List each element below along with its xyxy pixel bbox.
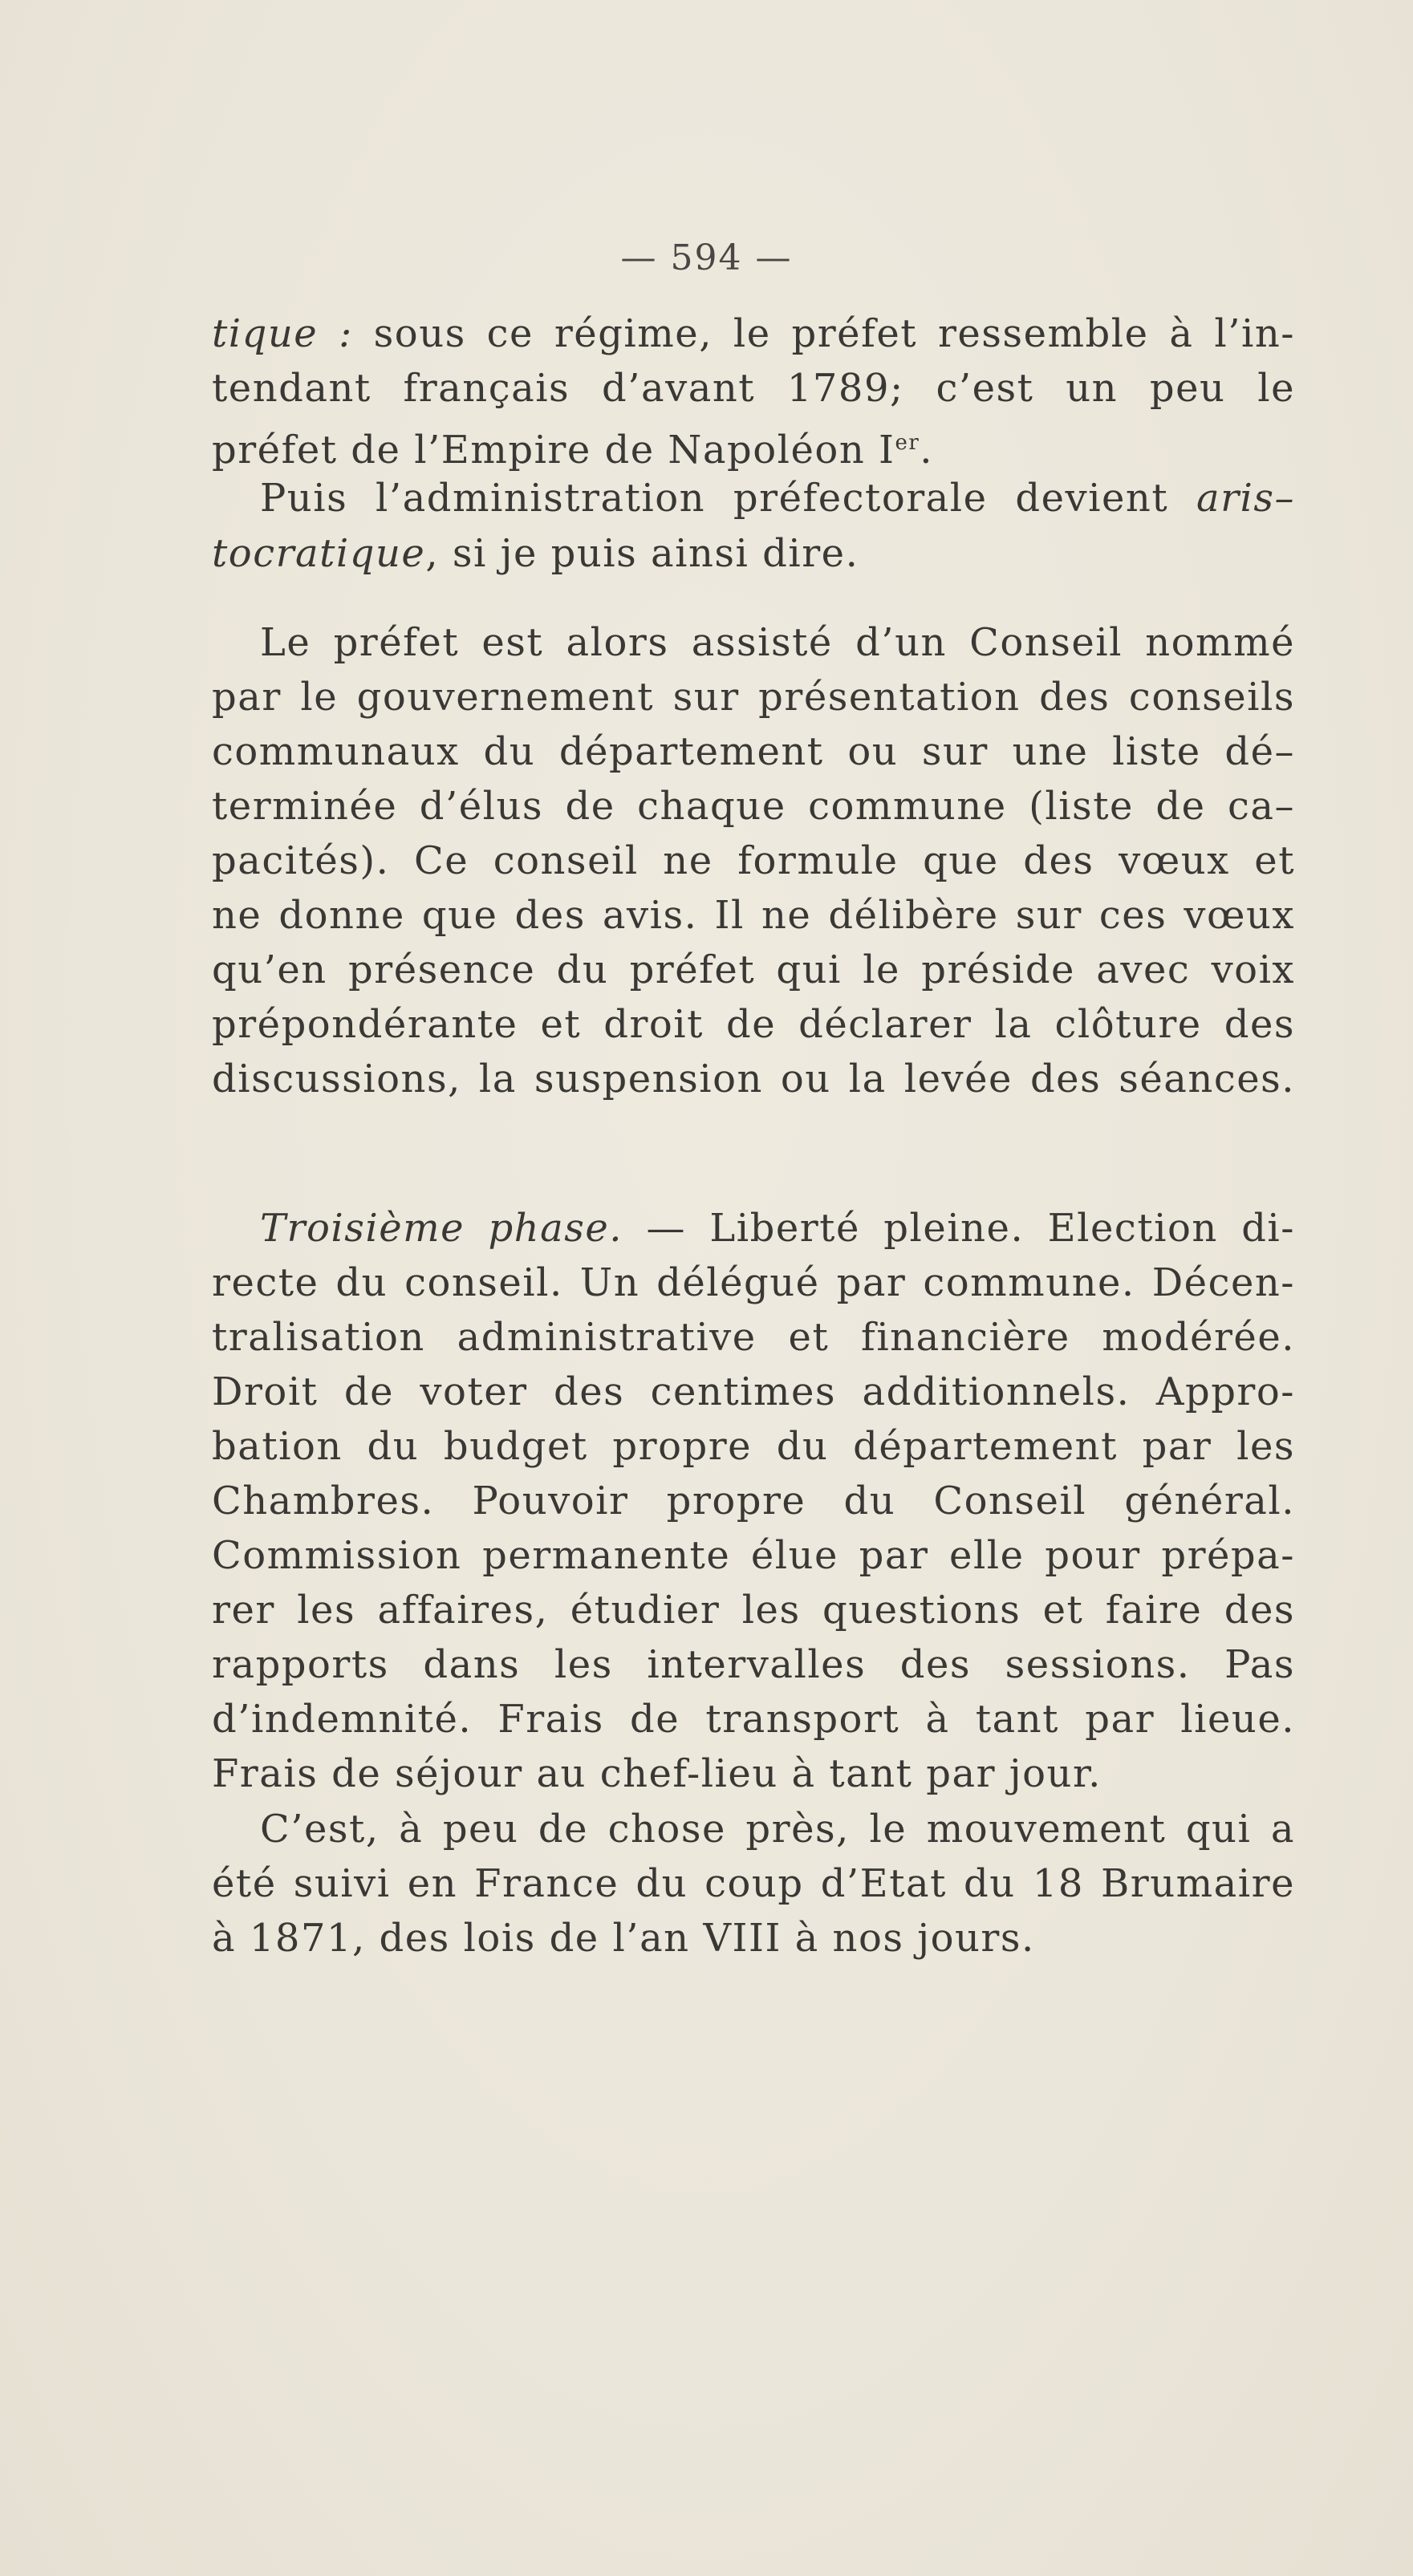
text-line: C’est, à peu de chose près, le mouvement qui a	[260, 1807, 1295, 1852]
text-line: tocratique, si je puis ainsi dire.	[212, 531, 859, 576]
text-line: à 1871, des lois de l’an VIII à nos jours.	[212, 1916, 1035, 1961]
text-line: terminée d’élus de chaque commune (liste de ca–	[212, 784, 1295, 829]
text-line: Droit de voter des centimes additionnels. Appro-	[212, 1369, 1295, 1414]
text-line: rer les affaires, étudier les questions et faire des	[212, 1588, 1295, 1633]
text-line: qu’en présence du préfet qui le préside avec voix	[212, 947, 1295, 992]
text-line: discussions, la suspension ou la levée des séances.	[212, 1057, 1295, 1101]
text-line: ne donne que des avis. Il ne délibère sur ces vœux	[212, 893, 1295, 938]
text-line: communaux du département ou sur une liste dé–	[212, 729, 1295, 774]
text-line: par le gouvernement sur présentation des conseils	[212, 675, 1295, 720]
text-line: rapports dans les intervalles des sessions. Pas	[212, 1642, 1295, 1687]
text-line: bation du budget propre du département par les	[212, 1424, 1295, 1469]
text-line: tique : sous ce régime, le préfet ressemble à l’in-	[212, 311, 1295, 356]
text-line: tendant français d’avant 1789; c’est un peu le	[212, 366, 1295, 411]
text-line: Commission permanente élue par elle pour prépa-	[212, 1533, 1295, 1578]
text-line: Chambres. Pouvoir propre du Conseil général.	[212, 1479, 1295, 1523]
text-line: été suivi en France du coup d’Etat du 18 Brumaire	[212, 1861, 1295, 1906]
text-line: Troisième phase. — Liberté pleine. Election di-	[260, 1206, 1295, 1251]
page-number: — 594 —	[620, 237, 793, 278]
text-line: Puis l’administration préfectorale devient aris–	[260, 476, 1295, 521]
text-line: recte du conseil. Un délégué par commune. Décen-	[212, 1260, 1295, 1305]
text-line: prépondérante et droit de déclarer la clôture des	[212, 1002, 1295, 1047]
text-line: tralisation administrative et financière modérée.	[212, 1315, 1295, 1360]
text-line: d’indemnité. Frais de transport à tant par lieue.	[212, 1697, 1295, 1742]
text-line: préfet de l’Empire de Napoléon Ier.	[212, 428, 934, 473]
text-line: pacités). Ce conseil ne formule que des vœux et	[212, 838, 1295, 883]
text-line: Le préfet est alors assisté d’un Conseil nommé	[260, 620, 1295, 665]
text-line: Frais de séjour au chef-lieu à tant par jour.	[212, 1751, 1102, 1796]
